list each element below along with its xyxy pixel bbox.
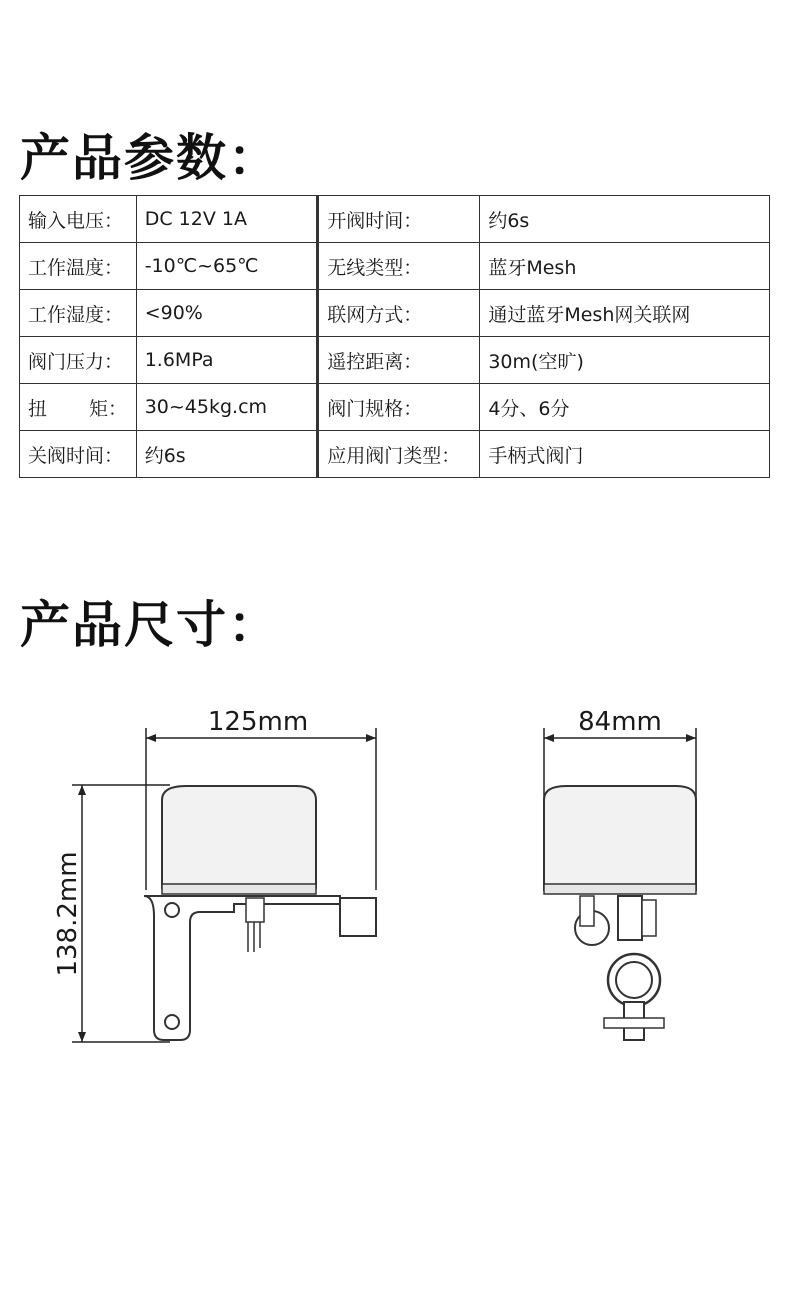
spec-value: 1.6MPa [136,337,318,384]
height-dimension-label: 138.2mm [53,851,83,977]
spec-label-part: 矩： [89,397,128,420]
spec-value: <90% [136,290,318,337]
spec-label-part: 扭 [28,397,48,420]
table-row [20,384,770,431]
product-dims-title: 产品尺寸： [20,596,280,654]
spec-label: 阀门压力： [20,337,137,384]
spec-table [19,195,770,478]
spec-value: 4分、6分 [480,384,770,431]
spec-value: -10℃~65℃ [136,243,318,290]
shaft-nut [246,898,264,922]
actuator-cap [162,786,316,888]
table-row [20,337,770,384]
spec-value: 约6s [480,196,770,243]
spec-label: 工作温度： [20,243,137,290]
table-row [20,431,770,478]
width-dimension-label: 84mm [578,707,662,737]
table-row [20,243,770,290]
spec-label: 工作湿度： [20,290,137,337]
spec-label: 输入电压： [20,196,137,243]
spec-value: 约6s [136,431,318,478]
valve-stem [618,896,642,940]
spec-label: 联网方式： [318,290,480,337]
spec-label: 开阀时间： [318,196,480,243]
front-view-drawing [530,700,720,1060]
actuator-base [162,884,316,894]
spec-value: 通过蓝牙Mesh网关联网 [480,290,770,337]
product-params-title: 产品参数： [20,129,280,187]
side-view-drawing [40,700,400,1060]
width-dimension-label: 125mm [207,707,309,737]
spec-label [20,384,137,431]
actuator-cap [544,786,696,890]
spec-value: 蓝牙Mesh [480,243,770,290]
spec-label: 无线类型： [318,243,480,290]
table-row [20,196,770,243]
spec-label: 阀门规格： [318,384,480,431]
table-row [20,290,770,337]
actuator-base [544,884,696,894]
spec-value: 30~45kg.cm [136,384,318,431]
spec-label: 应用阀门类型： [318,431,480,478]
handle-clamp [340,898,376,936]
spec-label: 关阀时间： [20,431,137,478]
spec-value: 30m(空旷) [480,337,770,384]
spec-value: DC 12V 1A [136,196,318,243]
spec-label: 遥控距离： [318,337,480,384]
spec-value: 手柄式阀门 [480,431,770,478]
